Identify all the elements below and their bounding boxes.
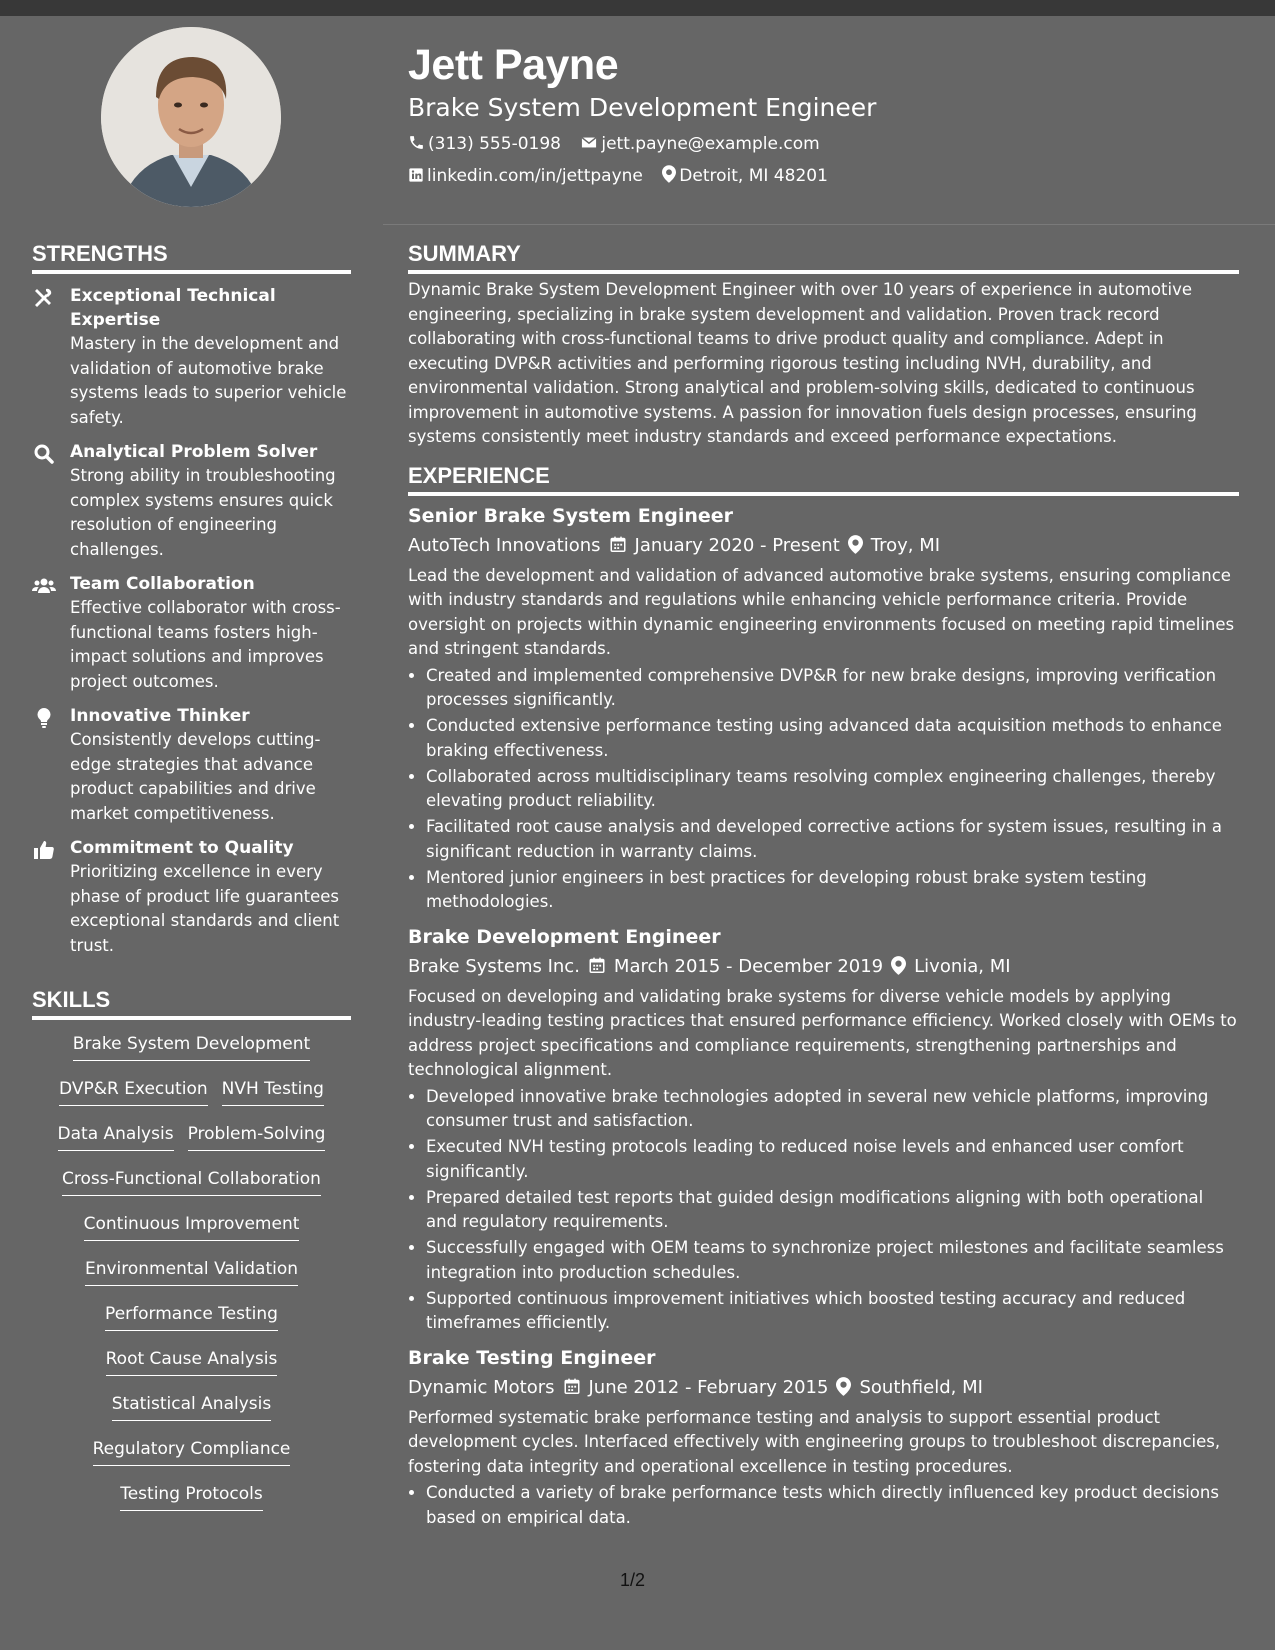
map-pin-icon: [662, 165, 676, 183]
skill-tag: Data Analysis: [58, 1122, 174, 1151]
job-bullet: • Created and implemented comprehensive DVP&R for new brake designs, improving verification processes significantly.: [426, 664, 1239, 713]
skill-row: [32, 1386, 351, 1431]
strength-item: [32, 704, 351, 826]
job-bullet: • Conducted a variety of brake performance tests which directly influenced key product decisions based on empirical data.: [426, 1481, 1239, 1530]
calendar-icon: [588, 956, 606, 975]
strength-desc: Effective collaborator with cross-functional teams fosters high-impact solutions and improves project outcomes.: [70, 598, 341, 691]
strength-desc: Strong ability in troubleshooting complex systems ensures quick resolution of engineering challenges.: [70, 466, 336, 559]
phone-contact[interactable]: [408, 128, 561, 160]
calendar-icon: [563, 1377, 581, 1396]
strength-title: Analytical Problem Solver: [70, 442, 318, 462]
job-meta: [408, 1374, 1239, 1402]
strength-item: [32, 836, 351, 958]
job-entry: [408, 1344, 1239, 1531]
skill-tag: Testing Protocols: [120, 1482, 263, 1511]
job-bullet: • Supported continuous improvement initiatives which boosted testing accuracy and reduced timeframes efficiently.: [426, 1287, 1239, 1336]
main-column: [408, 240, 1239, 1538]
map-pin-icon: [848, 535, 863, 554]
job-entry: [408, 502, 1239, 915]
skill-tag: Performance Testing: [105, 1302, 278, 1331]
job-dates: January 2020 - Present: [634, 534, 840, 556]
job-location: Troy, MI: [870, 534, 941, 556]
linkedin-text: linkedin.com/in/jettpayne: [427, 166, 643, 186]
experience-heading: EXPERIENCE: [408, 462, 1239, 496]
summary-text: Dynamic Brake System Development Engineer with over 10 years of experience in automotive engineering, specializing in brake system development and validation. Proven track record collaborating with cross-functional teams to drive product quality and compliance. Adept in executing DVP&R activities and performing rigorous testing including NVH, durability, and environmental validation. Strong analytical and problem-solving skills, dedicated to continuous improvement in automotive systems. A passion for innovation fuels design processes, ensuring systems consistently meet industry standards and exceed performance expectations.: [408, 280, 1197, 446]
strength-title: Innovative Thinker: [70, 706, 250, 726]
users-icon: [32, 574, 56, 598]
search-icon: [32, 442, 56, 466]
page-indicator: 1/2: [620, 1570, 646, 1590]
skill-tag: Brake System Development: [73, 1032, 310, 1061]
job-meta: [408, 953, 1239, 981]
strength-desc: Consistently develops cutting-edge strategies that advance product capabilities and drive market competitiveness.: [70, 730, 321, 823]
job-company: AutoTech Innovations: [408, 534, 601, 556]
strengths-section: [32, 240, 351, 958]
job-bullet: • Prepared detailed test reports that guided design modifications aligning with both operational and regulatory requirements.: [426, 1186, 1239, 1235]
job-location: Southfield, MI: [859, 1376, 983, 1398]
calendar-icon: [609, 535, 627, 554]
envelope-icon: [580, 134, 598, 151]
skill-row: [32, 1431, 351, 1476]
skills-heading: SKILLS: [32, 986, 351, 1020]
skill-row: [32, 1476, 351, 1521]
candidate-title: Brake System Development Engineer: [408, 93, 877, 122]
job-meta: [408, 532, 1239, 560]
job-bullets: [408, 1085, 1239, 1336]
strength-title: Commitment to Quality: [70, 838, 294, 858]
linkedin-icon: [408, 167, 424, 183]
strength-title: Exceptional Technical Expertise: [70, 286, 276, 330]
strength-item: [32, 572, 351, 694]
email-text: jett.payne@example.com: [601, 134, 820, 154]
skill-tag: Continuous Improvement: [84, 1212, 300, 1241]
skill-tag: Root Cause Analysis: [106, 1347, 278, 1376]
skill-row: [32, 1206, 351, 1251]
strength-desc: Mastery in the development and validation of automotive brake systems leads to superior vehicle safety.: [70, 334, 347, 427]
job-bullet: • Mentored junior engineers in best practices for developing robust brake system testing methodologies.: [426, 866, 1239, 915]
thumbs-up-icon: [32, 838, 56, 862]
summary-heading: SUMMARY: [408, 240, 1239, 274]
strength-item: [32, 440, 351, 562]
skill-row: [32, 1296, 351, 1341]
location-text: Detroit, MI 48201: [679, 166, 828, 186]
skill-tag: NVH Testing: [222, 1077, 324, 1106]
job-dates: June 2012 - February 2015: [588, 1376, 829, 1398]
job-description: Performed systematic brake performance testing and analysis to support essential product development cycles. Interfaced effectively with engineering groups to troubleshoot discrepancies, fostering data integrity and operational excellence in testing procedures.: [408, 1407, 1221, 1476]
skill-row: [32, 1071, 351, 1116]
job-bullets: [408, 664, 1239, 915]
job-bullet: • Conducted extensive performance testing using advanced data acquisition methods to enhance braking effectiveness.: [426, 714, 1239, 763]
job-title: Senior Brake System Engineer: [408, 504, 733, 527]
job-bullet: • Successfully engaged with OEM teams to synchronize project milestones and facilitate seamless integration into production schedules.: [426, 1236, 1239, 1285]
strengths-heading: STRENGTHS: [32, 240, 351, 274]
strength-title: Team Collaboration: [70, 574, 255, 594]
strength-item: [32, 284, 351, 430]
skill-row: [32, 1116, 351, 1161]
job-title: Brake Testing Engineer: [408, 1346, 656, 1369]
phone-text: (313) 555-0198: [428, 134, 561, 154]
skill-tag: Environmental Validation: [85, 1257, 298, 1286]
top-bar: [0, 0, 1275, 16]
skill-tag: Cross-Functional Collaboration: [62, 1167, 321, 1196]
contact-row-2: [408, 160, 1248, 192]
job-company: Dynamic Motors: [408, 1376, 555, 1398]
map-pin-icon: [836, 1377, 851, 1396]
email-contact[interactable]: [580, 128, 819, 160]
job-bullet: • Facilitated root cause analysis and developed corrective actions for system issues, resulting in a significant reduction in warranty claims.: [426, 815, 1239, 864]
job-dates: March 2015 - December 2019: [613, 955, 884, 977]
job-bullet: • Developed innovative brake technologies adopted in several new vehicle platforms, improving consumer trust and satisfaction.: [426, 1085, 1239, 1134]
skill-row: [32, 1341, 351, 1386]
skills-section: [32, 986, 351, 1521]
job-bullet: • Collaborated across multidisciplinary teams resolving complex engineering challenges, thereby elevating product reliability.: [426, 765, 1239, 814]
skill-tag: Problem-Solving: [188, 1122, 326, 1151]
skill-tag: Regulatory Compliance: [93, 1437, 291, 1466]
strength-desc: Prioritizing excellence in every phase of product life guarantees exceptional standards and client trust.: [70, 862, 340, 955]
resume-header: [408, 40, 1248, 192]
tools-icon: [32, 286, 56, 310]
job-bullets: [408, 1481, 1239, 1530]
phone-icon: [408, 134, 425, 151]
linkedin-contact[interactable]: [408, 160, 643, 192]
header-divider: [383, 224, 1275, 225]
skill-row: [32, 1161, 351, 1206]
skill-row: [32, 1251, 351, 1296]
job-description: Lead the development and validation of advanced automotive brake systems, ensuring compliance with industry standards and regulations while enhancing vehicle performance criteria. Provide oversight on projects within dynamic engineering environments focused on meeting rapid timelines and stringent standards.: [408, 565, 1235, 658]
contact-row-1: [408, 128, 1248, 160]
skill-tag: Statistical Analysis: [112, 1392, 271, 1421]
job-description: Focused on developing and validating brake systems for diverse vehicle models by applying industry-leading testing practices that ensured performance efficiency. Worked closely with OEMs to address project specifications and compliance requirements, strengthening partnerships and technological alignment.: [408, 986, 1237, 1079]
job-company: Brake Systems Inc.: [408, 955, 580, 977]
job-title: Brake Development Engineer: [408, 925, 721, 948]
profile-photo: [101, 27, 281, 207]
job-location: Livonia, MI: [914, 955, 1011, 977]
map-pin-icon: [891, 956, 906, 975]
skill-row: [32, 1026, 351, 1071]
lightbulb-icon: [32, 706, 56, 730]
candidate-name: Jett Payne: [408, 41, 619, 89]
location-contact: [662, 160, 828, 192]
job-bullet: • Executed NVH testing protocols leading to reduced noise levels and enhanced user comfort significantly.: [426, 1135, 1239, 1184]
job-entry: [408, 923, 1239, 1336]
skill-tag: DVP&R Execution: [59, 1077, 208, 1106]
